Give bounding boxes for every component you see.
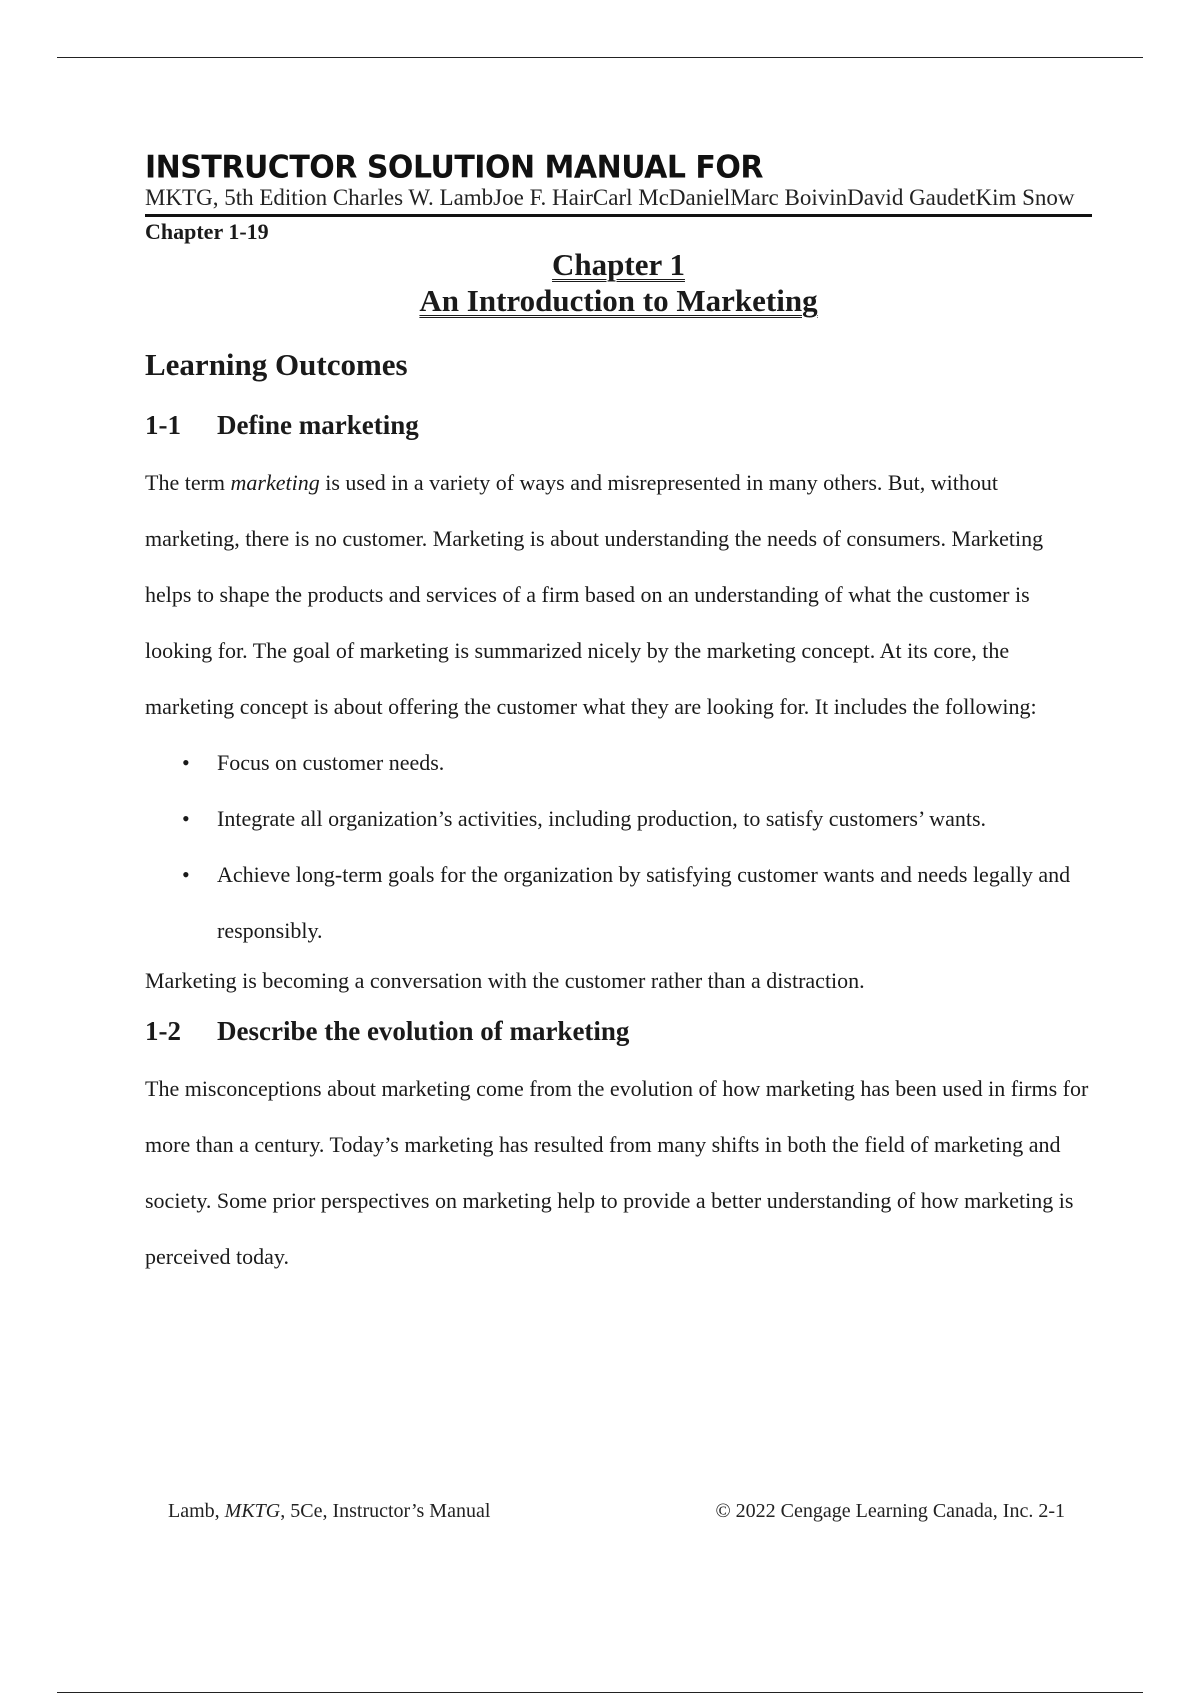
list-item bbox=[145, 735, 1092, 791]
section-title: Describe the evolution of marketing bbox=[217, 1016, 630, 1046]
manual-subtitle: MKTG, 5th Edition Charles W. LambJoe F. HairCarl McDanielMarc BoivinDavid GaudetKim Snow bbox=[145, 184, 1092, 217]
list-item-text: Achieve long-term goals for the organization by satisfying customer wants and needs legally and responsibly. bbox=[217, 862, 1071, 943]
marketing-concept-list bbox=[145, 735, 1092, 959]
chapter-title bbox=[145, 283, 1092, 319]
footer-text: , 5Ce, Instructor’s Manual bbox=[280, 1500, 491, 1522]
chapter-number bbox=[145, 247, 1092, 283]
bullet-icon: • bbox=[182, 862, 190, 887]
page-footer bbox=[168, 1500, 1065, 1523]
para-italic-term: marketing bbox=[230, 470, 320, 495]
document-page bbox=[145, 150, 1092, 1285]
section-number: 1-1 bbox=[145, 410, 181, 440]
bullet-icon: • bbox=[182, 806, 190, 831]
section-heading-1-1 bbox=[145, 409, 1092, 441]
footer-book-title: MKTG bbox=[224, 1500, 281, 1522]
list-item-text: Integrate all organization’s activities, including production, to satisfy customers’ wants. bbox=[217, 806, 987, 831]
section-1-1-paragraph bbox=[145, 455, 1092, 735]
footer-right: © 2022 Cengage Learning Canada, Inc. 2-1 bbox=[715, 1500, 1065, 1522]
manual-title: INSTRUCTOR SOLUTION MANUAL FOR bbox=[145, 148, 764, 186]
footer-text: Lamb, bbox=[168, 1500, 225, 1522]
section-heading-1-2 bbox=[145, 1015, 1092, 1047]
top-rule bbox=[57, 57, 1143, 58]
para-text: is used in a variety of ways and misrepresented in many others. But, without marketing, there is no customer. Marketing is about understanding the needs of consumers. Marketing helps to shape the products and services of a firm based on an understanding of what the customer is looking for. The goal of marketing is summarized nicely by the marketing concept. At its core, the marketing concept is about offering the customer what they are looking for. It includes the following: bbox=[145, 470, 1044, 719]
section-title: Define marketing bbox=[217, 410, 419, 440]
footer-left bbox=[168, 1500, 490, 1523]
chapter-title-text: An Introduction to Marketing bbox=[419, 283, 818, 318]
section-1-1-closing: Marketing is becoming a conversation with the customer rather than a distraction. bbox=[145, 968, 865, 993]
section-number: 1-2 bbox=[145, 1016, 181, 1046]
para-text: The term bbox=[145, 470, 231, 495]
bullet-icon: • bbox=[182, 750, 190, 775]
list-item bbox=[145, 791, 1092, 847]
list-item-text: Focus on customer needs. bbox=[217, 750, 445, 775]
list-item bbox=[145, 847, 1092, 959]
learning-outcomes-heading: Learning Outcomes bbox=[145, 347, 408, 382]
section-1-2-paragraph: The misconceptions about marketing come from the evolution of how marketing has been used in firms for more than a century. Today’s marketing has resulted from many shifts in both the field of marketing and society. Some prior perspectives on marketing help to provide a better understanding of how marketing is perceived today. bbox=[145, 1076, 1089, 1269]
bottom-rule bbox=[57, 1692, 1143, 1693]
chapter-range: Chapter 1-19 bbox=[145, 219, 269, 244]
chapter-number-text: Chapter 1 bbox=[552, 247, 685, 282]
